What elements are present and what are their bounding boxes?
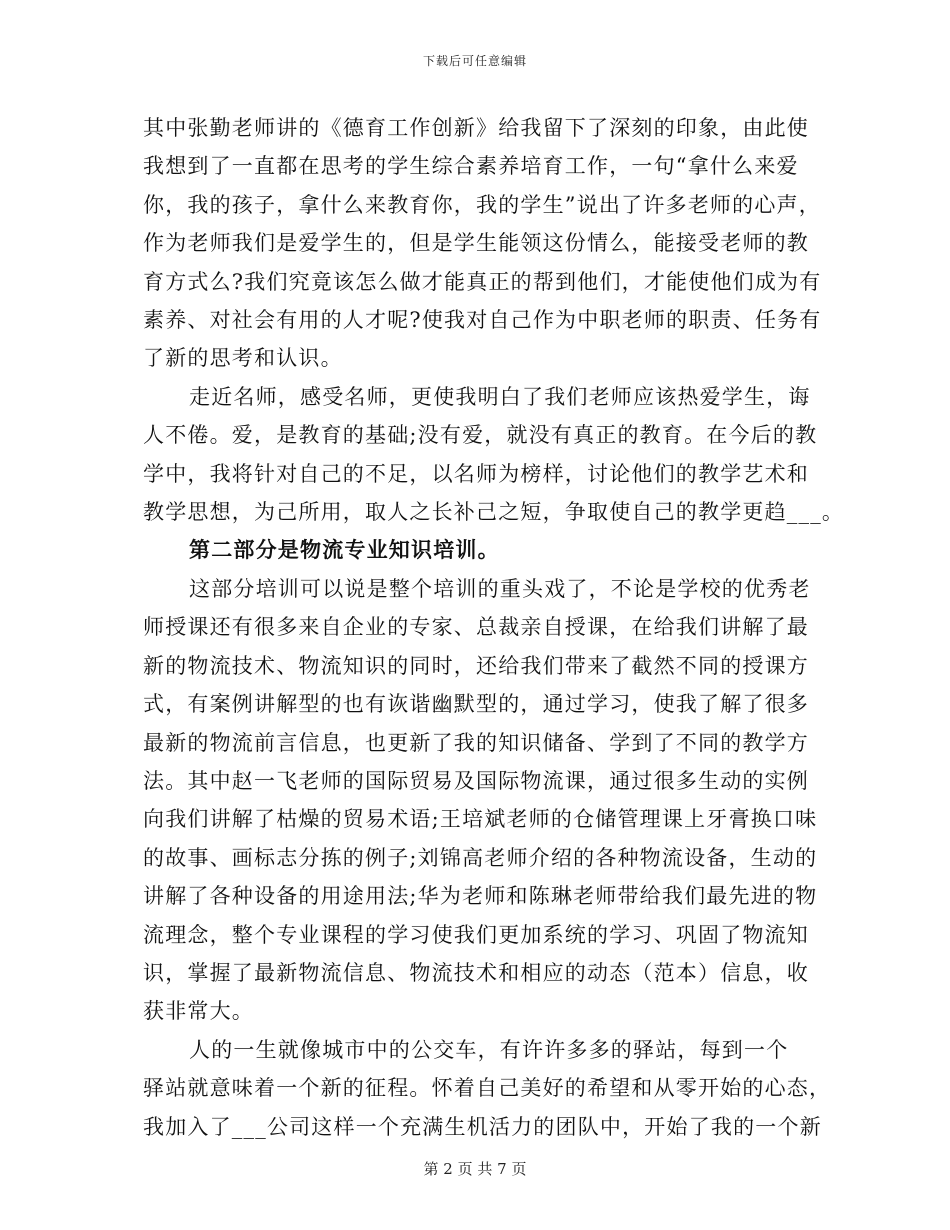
text-line: 人的一生就像城市中的公交车，有许许多多的驿站，每到一个 xyxy=(189,1037,789,1062)
text-line: 的故事、画标志分拣的例子;刘锦高老师介绍的各种物流设备，生动的 xyxy=(143,845,818,870)
text-line: 学中，我将针对自己的不足，以名师为榜样，讨论他们的教学艺术和 xyxy=(143,461,809,486)
document-body xyxy=(143,109,845,1146)
section-heading: 第二部分是物流专业知识培训。 xyxy=(189,537,500,563)
text-line: 流理念，整个专业课程的学习使我们更加系统的学习、巩固了物流知 xyxy=(143,922,809,947)
text-line: 了新的思考和认识。 xyxy=(143,346,343,371)
text-line: 素养、对社会有用的人才呢?使我对自己作为中职老师的职责、任务有 xyxy=(143,308,822,333)
text-line: 式，有案例讲解型的也有诙谐幽默型的，通过学习，使我了解了很多 xyxy=(143,692,809,717)
text-line: 教学思想，为己所用，取人之长补己之短，争取使自己的教学更趋___。 xyxy=(143,500,845,525)
text-line: 讲解了各种设备的用途用法;华为老师和陈琳老师带给我们最先进的物 xyxy=(143,884,818,909)
text-line: 你，我的孩子，拿什么来教育你，我的学生”说出了许多老师的心声， xyxy=(143,192,821,217)
text-line: 向我们讲解了枯燥的贸易术语;王培斌老师的仓储管理课上牙膏换口味 xyxy=(143,807,818,832)
text-line: 获非常大。 xyxy=(143,999,254,1024)
text-line: 人不倦。爱，是教育的基础;没有爱，就没有真正的教育。在今后的教 xyxy=(143,423,818,448)
text-line: 师授课还有很多来自企业的专家、总裁亲自授课，在给我们讲解了最 xyxy=(143,615,809,640)
text-line: 识，掌握了最新物流信息、物流技术和相应的动态（范本）信息，收 xyxy=(143,960,809,985)
page-header: 下载后可任意编辑 xyxy=(422,54,527,68)
text-line: 走近名师，感受名师，更使我明白了我们老师应该热爱学生，诲 xyxy=(189,384,811,409)
page-footer: 第 2 页 共 7 页 xyxy=(423,1160,527,1178)
text-line: 作为老师我们是爱学生的，但是学生能领这份情么，能接受老师的教 xyxy=(143,231,809,256)
text-line: 其中张勤老师讲的《德育工作创新》给我留下了深刻的印象，由此使 xyxy=(143,116,809,140)
text-line: 我想到了一直都在思考的学生综合素养培育工作，一句“拿什么来爱 xyxy=(143,154,799,179)
text-line: 法。其中赵一飞老师的国际贸易及国际物流课，通过很多生动的实例 xyxy=(143,768,809,793)
text-line: 育方式么?我们究竟该怎么做才能真正的帮到他们，才能使他们成为有 xyxy=(143,269,822,294)
text-line: 这部分培训可以说是整个培训的重头戏了，不论是学校的优秀老 xyxy=(189,576,811,601)
text-line: 驿站就意味着一个新的征程。怀着自己美好的希望和从零开始的心态， xyxy=(143,1076,832,1101)
text-line: 最新的物流前言信息，也更新了我的知识储备、学到了不同的教学方 xyxy=(143,730,809,755)
text-line: 新的物流技术、物流知识的同时，还给我们带来了截然不同的授课方 xyxy=(143,653,809,678)
text-line: 我加入了___公司这样一个充满生机活力的团队中，开始了我的一个新 xyxy=(143,1114,822,1139)
